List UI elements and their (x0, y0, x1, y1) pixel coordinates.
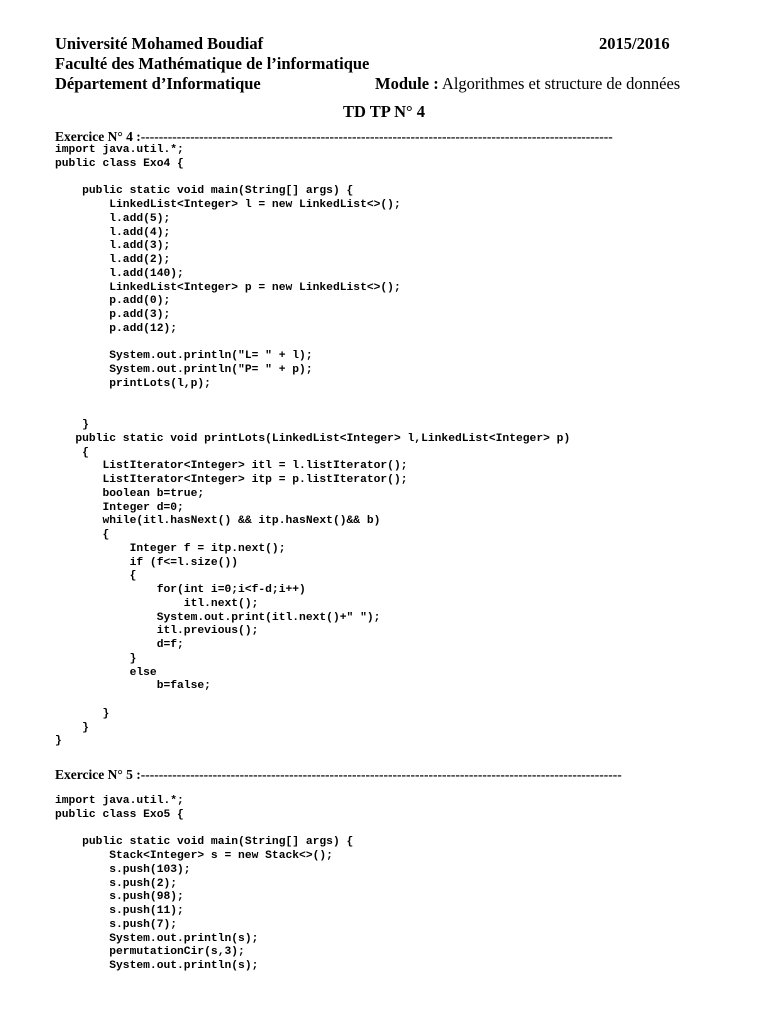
exercise-5-heading: Exercice N° 5 :----------------------------------------------------------------------------------------------------------- (55, 767, 622, 782)
faculty-name: Faculté des Mathématique de l’informatique (55, 54, 370, 73)
exercise-4-code: import java.util.*; public class Exo4 { public static void main(String[] args) { LinkedList<Integer> l = new LinkedList<>(); l.add(5); l.add(4); l.add(3); l.add(2); l.add(140); LinkedList<Integer> p = new LinkedList<>(); p.add(0); p.add(3); p.add(12); System.out.println("L= " + l); System.out.println("P= " + p); printLots(l,p); } public static void printLots(LinkedList<Integer> l,LinkedList<Integer> p) { ListIterator<Integer> itl = l.listIterator(); ListIterator<Integer> itp = p.listIterator(); boolean b=true; Integer d=0; while(itl.hasNext() && itp.hasNext()&& b) { Integer f = itp.next(); if (f<=l.size()) { for(int i=0;i<f-d;i++) itl.next(); System.out.print(itl.next()+" "); itl.previous(); d=f; } else b=false; } } } (55, 144, 571, 748)
module-value: Algorithmes et structure de données (438, 74, 681, 93)
document-title: TD TP N° 4 (343, 102, 425, 121)
module-line (375, 75, 680, 93)
exercise-5-code: import java.util.*; public class Exo5 { public static void main(String[] args) { Stack<Integer> s = new Stack<>(); s.push(103); s.push(2); s.push(98); s.push(11); s.push(7); System.out.println(s); permutationCir(s,3); System.out.println(s); (55, 795, 354, 972)
academic-year: 2015/2016 (599, 34, 670, 53)
exercise-4-heading: Exercice N° 4 :--------------------------------------------------------------------------------------------------------- (55, 129, 613, 144)
university-name: Université Mohamed Boudiaf (55, 34, 264, 53)
module-label: Module : (375, 74, 439, 93)
department-name: Département d’Informatique (55, 74, 261, 93)
